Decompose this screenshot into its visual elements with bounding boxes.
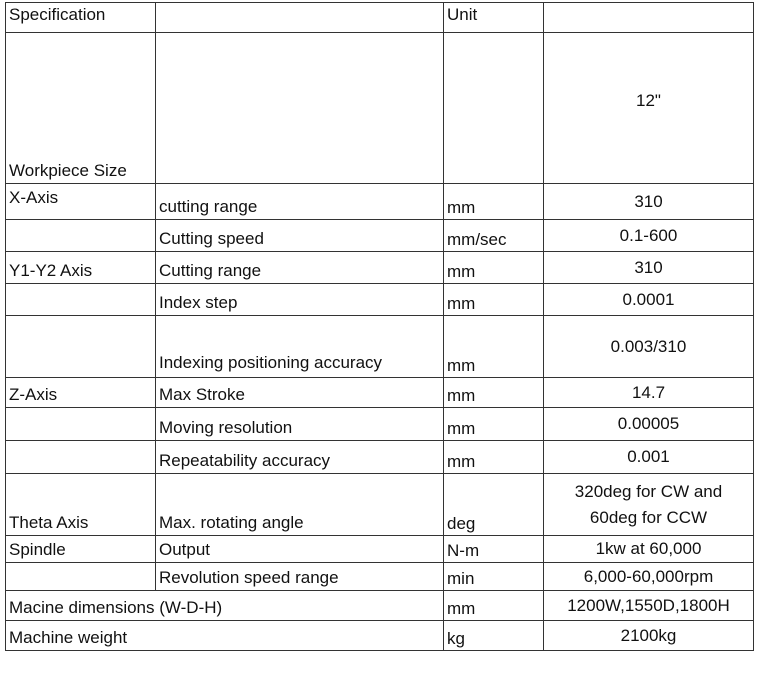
value-cell: 0.0001 (544, 284, 754, 316)
spec-cell (6, 220, 156, 252)
param-cell (156, 33, 444, 184)
param-cell: Index step (156, 284, 444, 316)
spec-cell: X-Axis (6, 184, 156, 220)
param-cell: Max Stroke (156, 378, 444, 408)
value-cell: 310 (544, 252, 754, 284)
param-cell: Revolution speed range (156, 563, 444, 591)
unit-cell: mm (444, 316, 544, 378)
table-row (6, 316, 754, 378)
unit-cell: mm (444, 408, 544, 441)
unit-cell: mm (444, 252, 544, 284)
specification-table (5, 2, 754, 651)
value-cell: 6,000-60,000rpm (544, 563, 754, 591)
table-row (6, 184, 754, 220)
table-row (6, 591, 754, 621)
spec-cell (6, 563, 156, 591)
spec-cell: Machine weight (6, 621, 444, 651)
table-row (6, 621, 754, 651)
spec-cell: Macine dimensions (W-D-H) (6, 591, 444, 621)
table-row (6, 252, 754, 284)
param-cell: cutting range (156, 184, 444, 220)
value-cell: 0.00005 (544, 408, 754, 441)
spec-cell (6, 316, 156, 378)
table-row (6, 284, 754, 316)
unit-cell: mm (444, 378, 544, 408)
table-header-row (6, 3, 754, 33)
value-cell: 0.001 (544, 441, 754, 474)
value-cell: 1kw at 60,000 (544, 536, 754, 563)
value-cell: 2100kg (544, 621, 754, 651)
unit-cell: mm (444, 284, 544, 316)
value-text: 320deg for CW and 60deg for CCW (574, 481, 723, 527)
spec-cell (6, 408, 156, 441)
spec-cell (6, 441, 156, 474)
header-value (544, 3, 754, 33)
value-cell (544, 474, 754, 536)
header-unit: Unit (444, 3, 544, 33)
unit-cell: N-m (444, 536, 544, 563)
unit-cell (444, 33, 544, 184)
value-cell: 0.1-600 (544, 220, 754, 252)
unit-cell: mm (444, 184, 544, 220)
value-cell: 14.7 (544, 378, 754, 408)
unit-cell: mm (444, 591, 544, 621)
table-row (6, 220, 754, 252)
spec-cell: Theta Axis (6, 474, 156, 536)
param-cell: Cutting speed (156, 220, 444, 252)
table-row (6, 563, 754, 591)
table-row (6, 408, 754, 441)
value-cell: 12" (544, 33, 754, 184)
unit-cell: deg (444, 474, 544, 536)
param-cell: Repeatability accuracy (156, 441, 444, 474)
table-row (6, 441, 754, 474)
unit-cell: kg (444, 621, 544, 651)
value-cell: 0.003/310 (544, 316, 754, 378)
value-cell: 1200W,1550D,1800H (544, 591, 754, 621)
param-cell: Output (156, 536, 444, 563)
spec-cell: Spindle (6, 536, 156, 563)
param-cell: Max. rotating angle (156, 474, 444, 536)
table-row (6, 378, 754, 408)
unit-cell: min (444, 563, 544, 591)
spec-cell (6, 284, 156, 316)
header-specification: Specification (6, 3, 156, 33)
spec-cell: Workpiece Size (6, 33, 156, 184)
param-text: Indexing positioning accuracy (159, 353, 383, 372)
unit-cell: mm (444, 441, 544, 474)
param-cell: Cutting range (156, 252, 444, 284)
table-row (6, 474, 754, 536)
value-cell: 310 (544, 184, 754, 220)
spec-cell: Y1-Y2 Axis (6, 252, 156, 284)
param-cell (156, 316, 444, 378)
table-row (6, 33, 754, 184)
table-row (6, 536, 754, 563)
header-parameter (156, 3, 444, 33)
spec-cell: Z-Axis (6, 378, 156, 408)
unit-cell: mm/sec (444, 220, 544, 252)
param-cell: Moving resolution (156, 408, 444, 441)
